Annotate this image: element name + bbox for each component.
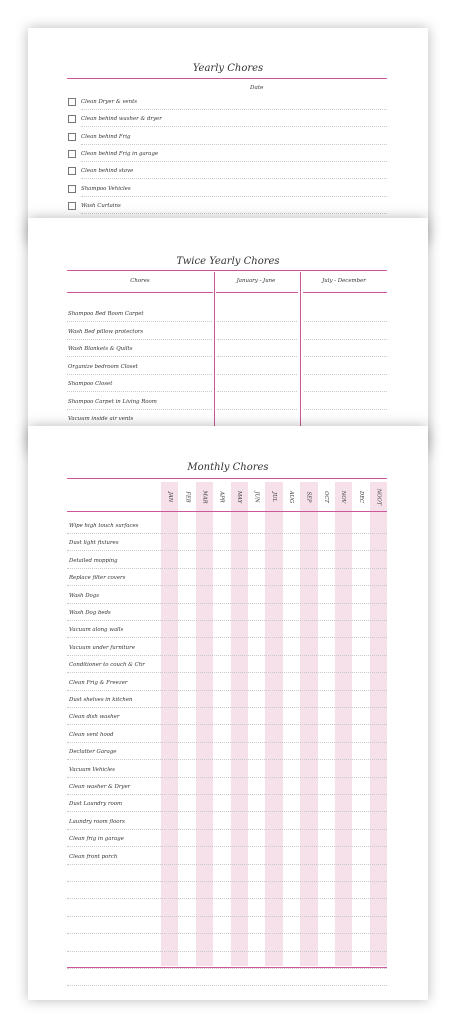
twice-yearly-dotted-rule <box>304 409 387 410</box>
twice-yearly-dotted-rule <box>67 409 212 410</box>
monthly-month-header <box>269 484 279 510</box>
monthly-month-header <box>374 484 384 510</box>
monthly-item-label: Vacuum under furniture <box>69 644 135 651</box>
monthly-item-label: Clean front porch <box>69 853 118 860</box>
monthly-dotted-rule <box>67 672 387 673</box>
yearly-item-label: Clean behind Frig <box>81 133 131 140</box>
twice-yearly-dotted-rule <box>217 339 297 340</box>
monthly-month-label: NOOT <box>375 488 382 506</box>
monthly-month-label: APR <box>218 491 225 503</box>
monthly-month-header <box>304 484 314 510</box>
yearly-dotted-rule <box>81 126 387 127</box>
monthly-title-rule <box>67 478 387 479</box>
monthly-item-label: Wipe high touch surfaces <box>69 523 139 529</box>
monthly-item-label: Vacuum along walls <box>69 627 124 634</box>
yearly-title-rule <box>67 78 387 79</box>
yearly-dotted-rule <box>81 178 387 179</box>
monthly-item-label: Dust light fixtures <box>69 540 119 547</box>
monthly-title: Monthly Chores <box>187 462 269 473</box>
monthly-dotted-rule <box>67 777 387 778</box>
monthly-dotted-rule <box>67 550 387 551</box>
twice-yearly-item-label: Shampoo Closet <box>68 381 113 387</box>
twice-yearly-header-rule-3 <box>303 292 387 293</box>
monthly-month-header <box>356 484 366 510</box>
yearly-item-label: Clean behind Frig in garage <box>81 150 159 157</box>
monthly-month-label: OCT <box>323 491 330 503</box>
yearly-dotted-rule <box>81 109 387 110</box>
monthly-item-label: Dust Laundry room <box>69 801 123 808</box>
monthly-month-header <box>252 484 262 510</box>
monthly-dotted-rule <box>67 690 387 691</box>
twice-yearly-dotted-rule <box>304 391 387 392</box>
monthly-month-header <box>165 484 175 510</box>
yearly-checkbox[interactable] <box>68 133 76 141</box>
twice-yearly-dotted-rule <box>217 374 297 375</box>
yearly-item-label: Clean behind washer & dryer <box>81 116 162 123</box>
twice-yearly-dotted-rule <box>304 374 387 375</box>
monthly-dotted-rule <box>67 759 387 760</box>
monthly-month-label: FEB <box>184 491 191 503</box>
twice-yearly-dotted-rule <box>217 391 297 392</box>
yearly-title: Yearly Chores <box>192 63 264 74</box>
monthly-month-header <box>182 484 192 510</box>
twice-yearly-dotted-rule <box>304 321 387 322</box>
yearly-item-label: Wash Curtains <box>81 202 121 209</box>
monthly-dotted-rule <box>67 568 387 569</box>
monthly-dotted-rule <box>67 603 387 604</box>
twice-yearly-title: Twice Yearly Chores <box>176 256 280 267</box>
monthly-month-header <box>217 484 227 510</box>
monthly-dotted-rule <box>67 533 387 534</box>
monthly-item-label: Replace filter covers <box>69 575 126 582</box>
monthly-dotted-rule <box>67 655 387 656</box>
monthly-item-label: Declutter Garage <box>69 749 117 756</box>
twice-yearly-item-label: Shampoo Carpet in Living Room <box>68 398 157 405</box>
yearly-checkbox[interactable] <box>68 167 76 175</box>
monthly-month-label: MAY <box>236 490 243 504</box>
yearly-checkbox[interactable] <box>68 185 76 193</box>
monthly-dotted-rule <box>67 585 387 586</box>
twice-yearly-item-label: Wash Blankets & Quilts <box>68 346 133 352</box>
monthly-dotted-rule <box>67 933 387 934</box>
monthly-item-label: Clean frig in garage <box>69 836 124 843</box>
monthly-month-header <box>321 484 331 510</box>
twice-yearly-dotted-rule <box>304 339 387 340</box>
twice-yearly-dotted-rule <box>67 391 212 392</box>
monthly-dotted-rule <box>67 811 387 812</box>
monthly-month-label: JUL <box>271 492 278 502</box>
yearly-date-header: Date <box>250 85 264 91</box>
monthly-dotted-rule <box>67 881 387 882</box>
monthly-month-label: MAR <box>201 490 208 504</box>
yearly-dotted-rule <box>81 213 387 214</box>
monthly-item-label: Laundry room floors <box>69 818 125 825</box>
monthly-month-label: JAN <box>166 491 173 503</box>
monthly-month-header <box>339 484 349 510</box>
twice-yearly-item-label: Shampoo Bed Room Carpet <box>68 311 144 317</box>
monthly-item-label: Clean dish washer <box>69 714 120 721</box>
monthly-dotted-rule <box>67 846 387 847</box>
monthly-header-rule <box>67 511 387 512</box>
twice-yearly-dotted-rule <box>67 339 212 340</box>
monthly-month-header <box>200 484 210 510</box>
monthly-dotted-rule <box>67 864 387 865</box>
monthly-item-label: Clean Frig & Freezer <box>69 679 128 686</box>
monthly-month-header <box>287 484 297 510</box>
monthly-month-label: AUG <box>288 490 295 504</box>
monthly-month-label: JUN <box>253 491 260 503</box>
monthly-item-label: Conditioner to couch & Chr <box>69 662 145 669</box>
monthly-dotted-rule <box>67 742 387 743</box>
twice-yearly-dotted-rule <box>217 409 297 410</box>
twice-yearly-item-label: Wash Bed pillow protectors <box>68 328 144 335</box>
monthly-item-label: Wash Dog beds <box>69 610 111 616</box>
monthly-bottom-rule <box>67 967 387 968</box>
monthly-dotted-rule <box>67 724 387 725</box>
monthly-item-label: Clean washer & Dryer <box>69 784 131 790</box>
twice-yearly-dotted-rule <box>67 356 212 357</box>
monthly-month-label: DEC <box>358 491 365 503</box>
monthly-dotted-rule <box>67 829 387 830</box>
yearly-dotted-rule <box>81 144 387 145</box>
monthly-dotted-rule <box>67 637 387 638</box>
twice-yearly-title-rule <box>67 270 387 271</box>
yearly-checkbox[interactable] <box>68 150 76 158</box>
monthly-month-label: SEP <box>305 491 312 503</box>
monthly-dotted-rule <box>67 985 387 986</box>
monthly-item-label: Clean vent hood <box>69 731 114 738</box>
monthly-dotted-rule <box>67 898 387 899</box>
yearly-checkbox[interactable] <box>68 115 76 123</box>
twice-yearly-dotted-rule <box>67 321 212 322</box>
twice-yearly-header-jan-jun: January - June <box>236 278 276 284</box>
twice-yearly-dotted-rule <box>67 374 212 375</box>
twice-yearly-header-rule-1 <box>67 292 213 293</box>
yearly-checkbox[interactable] <box>68 202 76 210</box>
twice-yearly-dotted-rule <box>217 356 297 357</box>
monthly-item-label: Wash Dogs <box>69 592 100 599</box>
monthly-dotted-rule <box>67 707 387 708</box>
twice-yearly-item-label: Organize bedroom Closet <box>68 363 138 370</box>
monthly-item-label: Vacuum Vehicles <box>69 766 115 773</box>
monthly-item-label: Detailed mopping <box>69 557 118 564</box>
twice-yearly-item-label: Vacuum inside air vents <box>68 416 134 422</box>
yearly-checkbox[interactable] <box>68 98 76 106</box>
twice-yearly-header-chores: Chores <box>130 278 150 284</box>
monthly-dotted-rule <box>67 794 387 795</box>
twice-yearly-header-rule-2 <box>216 292 298 293</box>
twice-yearly-chores-sheet <box>28 218 428 453</box>
twice-yearly-dotted-rule <box>304 356 387 357</box>
yearly-chores-sheet <box>28 28 428 243</box>
monthly-dotted-rule <box>67 620 387 621</box>
monthly-item-label: Dust shelves in kitchen <box>69 697 133 703</box>
monthly-chores-sheet <box>28 426 428 1000</box>
monthly-dotted-rule <box>67 916 387 917</box>
monthly-dotted-rule <box>67 968 387 969</box>
yearly-item-label: Clean behind stove <box>81 168 134 175</box>
yearly-dotted-rule <box>81 161 387 162</box>
monthly-month-label: NOV <box>340 490 347 504</box>
twice-yearly-dotted-rule <box>217 321 297 322</box>
monthly-month-header <box>234 484 244 510</box>
twice-yearly-header-jul-dec: July - December <box>322 278 366 284</box>
yearly-item-label: Shampoo Vehicles <box>81 185 131 192</box>
yearly-dotted-rule <box>81 196 387 197</box>
yearly-item-label: Clean Dryer & vents <box>81 99 138 105</box>
monthly-dotted-rule <box>67 951 387 952</box>
